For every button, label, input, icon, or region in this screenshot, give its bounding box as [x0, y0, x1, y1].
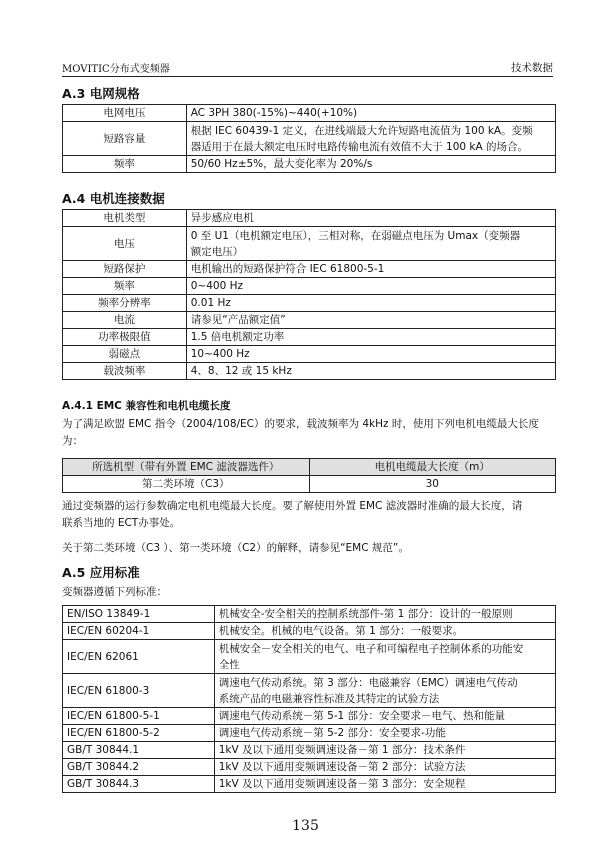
paragraph-line: 通过变频器的运行参数确定电机电缆最大长度。要了解使用外置 EMC 滤波器时准确的最大长度，请 [62, 500, 523, 512]
standard-code: EN/ISO 13849-1 [63, 606, 215, 623]
paragraph-line: 为： [62, 435, 83, 447]
spec-label: 短路容量 [63, 122, 187, 156]
spec-value [186, 122, 555, 156]
table-row [63, 674, 556, 708]
table-row [63, 742, 556, 759]
spec-label: 功率极限值 [63, 329, 187, 346]
table-row [63, 227, 556, 261]
spec-value: 异步感应电机 [186, 210, 555, 227]
spec-value: 50/60 Hz±5%，最大变化率为 20%/s [186, 156, 555, 173]
spec-value-line: 器适用于在最大额定电压时电路传输电流有效值不大于 100 kA 的场合。 [190, 140, 529, 153]
emc-cable-length-table [62, 458, 556, 493]
header-product-name: MOVITIC分布式变频器 [62, 64, 170, 75]
spec-value-line: 根据 IEC 60439-1 定义，在进线端最大允许短路电流值为 100 kA。变频 [190, 124, 533, 137]
section-a5-title: A.5 应用标准 [62, 565, 140, 580]
table-row [63, 261, 556, 278]
spec-label: 短路保护 [63, 261, 187, 278]
description-line: 全性 [218, 658, 240, 671]
standard-code: GB/T 30844.3 [63, 776, 215, 793]
standard-description: 调速电气传动系统－第 5-2 部分：安全要求-功能 [214, 725, 555, 742]
description-line: 机械安全－安全相关的电气、电子和可编程电子控制体系的功能安 [218, 642, 524, 655]
standard-code: IEC/EN 61800-3 [63, 674, 215, 708]
emc-note-paragraph [62, 498, 556, 532]
paragraph-line: 为了满足欧盟 EMC 指令（2004/108/EC）的要求，载波频率为 4kHz 时，使用下列电机电缆最大长度 [62, 418, 539, 430]
table-row [63, 105, 556, 122]
environment-cell: 第二类环境（C3） [63, 476, 310, 493]
standard-code: IEC/EN 61800-5-1 [63, 708, 215, 725]
spec-value: 10~400 Hz [186, 346, 555, 363]
section-a3-title: A.3 电网规格 [62, 86, 140, 101]
cable-length-cell: 30 [309, 476, 556, 493]
spec-value: 4、8、12 或 15 kHz [186, 363, 555, 380]
standard-code: GB/T 30844.1 [63, 742, 215, 759]
table-row [63, 312, 556, 329]
paragraph-line: 联系当地的 ECT办事处。 [62, 517, 181, 529]
standard-description [214, 640, 555, 674]
page-header [62, 58, 553, 77]
table-row [63, 363, 556, 380]
table-row [63, 640, 556, 674]
spec-value: 1.5 倍电机额定功率 [186, 329, 555, 346]
spec-label: 电网电压 [63, 105, 187, 122]
standard-description: 机械安全。机械的电气设备。第 1 部分：一般要求。 [214, 623, 555, 640]
spec-value: 请参见“产品额定值” [186, 312, 555, 329]
table-row [63, 606, 556, 623]
table-row [63, 210, 556, 227]
standards-table [62, 605, 556, 793]
table-row [63, 295, 556, 312]
standard-code: GB/T 30844.2 [63, 759, 215, 776]
spec-label: 电压 [63, 227, 187, 261]
standard-description: 1kV 及以下通用变频调速设备－第 1 部分：技术条件 [214, 742, 555, 759]
standard-description [214, 674, 555, 708]
spec-value-line: 0 至 U1（电机额定电压），三相对称，在弱磁点电压为 Umax（变频器 [190, 229, 521, 242]
spec-label: 弱磁点 [63, 346, 187, 363]
spec-label: 频率 [63, 156, 187, 173]
page-number: 135 [292, 818, 319, 834]
standard-description: 调速电气传动系统－第 5-1 部分：安全要求－电气、热和能量 [214, 708, 555, 725]
spec-value: AC 3PH 380(-15%)~440(+10%) [186, 105, 555, 122]
spec-label: 频率分辨率 [63, 295, 187, 312]
table-row [63, 725, 556, 742]
description-line: 调速电气传动系统。第 3 部分：电磁兼容（EMC）调速电气传动 [218, 676, 518, 689]
table-row [63, 708, 556, 725]
spec-label: 电流 [63, 312, 187, 329]
table-row [63, 476, 556, 493]
table-row [63, 122, 556, 156]
grid-spec-table [62, 104, 556, 173]
table-row [63, 623, 556, 640]
standard-description: 机械安全-安全相关的控制系统部件-第 1 部分：设计的一般原则 [214, 606, 555, 623]
table-row [63, 346, 556, 363]
standard-description: 1kV 及以下通用变频调速设备－第 2 部分：试验方法 [214, 759, 555, 776]
table-row [63, 278, 556, 295]
emc-intro-paragraph [62, 416, 556, 450]
emc-reference-paragraph: 关于第二类环境（C3 ）、第一类环境（C2）的解释，请参见“EMC 规范”。 [62, 542, 409, 554]
standard-code: IEC/EN 60204-1 [63, 623, 215, 640]
standard-description: 1kV 及以下通用变频调速设备－第 3 部分：安全规程 [214, 776, 555, 793]
spec-label: 载波频率 [63, 363, 187, 380]
standard-code: IEC/EN 62061 [63, 640, 215, 674]
standards-intro: 变频器遵循下列标准： [62, 586, 167, 598]
table-row [63, 759, 556, 776]
spec-label: 电机类型 [63, 210, 187, 227]
table-row [63, 329, 556, 346]
column-header: 所选机型（带有外置 EMC 滤波器选件） [63, 459, 310, 476]
table-row [63, 776, 556, 793]
section-a41-title: A.4.1 EMC 兼容性和电机电缆长度 [62, 400, 231, 412]
table-row [63, 156, 556, 173]
motor-connection-table [62, 209, 556, 380]
column-header: 电机电缆最大长度（m） [309, 459, 556, 476]
header-section-name: 技术数据 [511, 62, 553, 74]
spec-value: 0.01 Hz [186, 295, 555, 312]
description-line: 系统产品的电磁兼容性标准及其特定的试验方法 [218, 692, 440, 705]
spec-value: 0~400 Hz [186, 278, 555, 295]
spec-value: 电机输出的短路保护符合 IEC 61800-5-1 [186, 261, 555, 278]
spec-value-line: 额定电压） [190, 245, 244, 258]
spec-label: 频率 [63, 278, 187, 295]
table-header-row [63, 459, 556, 476]
section-a4-title: A.4 电机连接数据 [62, 191, 165, 206]
standard-code: IEC/EN 61800-5-2 [63, 725, 215, 742]
spec-value [186, 227, 555, 261]
